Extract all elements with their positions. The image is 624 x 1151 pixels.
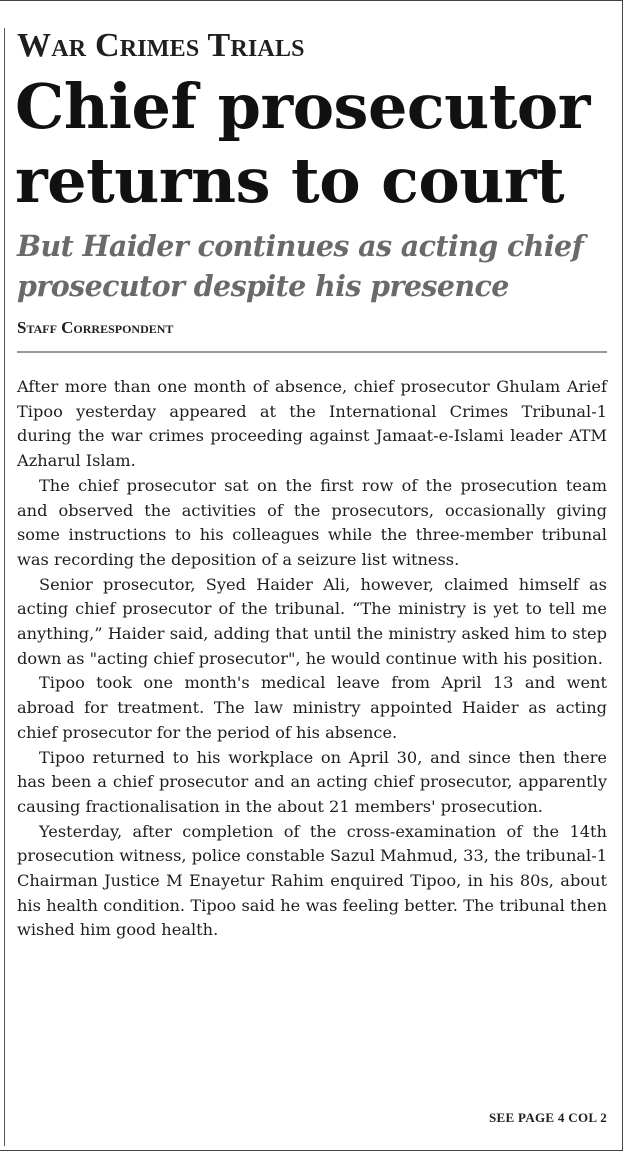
article-paragraph: Senior prosecutor, Syed Haider Ali, however, claimed himself as acting chief prosecutor of the tribunal. “The ministry is yet to tell me anything,” Haider said, adding that until the ministry asked him to step down as "acting chief prosecutor", he would continue with his position.	[17, 574, 607, 668]
subheadline: But Haider continues as acting chief prosecutor despite his presence	[17, 229, 584, 303]
byline-divider	[17, 351, 607, 353]
article-paragraph: After more than one month of absence, chief prosecutor Ghulam Arief Tipoo yesterday appeared at the International Crimes Tribunal-1 during the war crimes proceeding against Jamaat-e-Islami leader ATM Azharul Islam.	[17, 377, 607, 471]
article-body	[17, 375, 607, 943]
article-paragraph: Tipoo returned to his workplace on April 30, and since then there has been a chief prosecutor and an acting chief prosecutor, apparently causing fractionalisation in the about 21 members' prosecution.	[17, 747, 607, 816]
section-kicker: War Crimes Trials	[17, 27, 305, 64]
headline: Chief prosecutor returns to court	[15, 70, 590, 217]
article-paragraph: Yesterday, after completion of the cross-examination of the 14th prosecution witness, police constable Sazul Mahmud, 33, the tribunal-1 Chairman Justice M Enayetur Rahim enquired Tipoo, in his 80s, about his health condition. Tipoo said he was feeling better. The tribunal then wished him good health.	[17, 821, 607, 940]
continuation-jump-line: SEE PAGE 4 COL 2	[489, 1110, 607, 1125]
news-article	[17, 24, 607, 943]
byline: Staff Correspondent	[17, 318, 174, 337]
article-paragraph: Tipoo took one month's medical leave from April 13 and went abroad for treatment. The law ministry appointed Haider as acting chief prosecutor for the period of his absence.	[17, 673, 607, 742]
article-paragraph: The chief prosecutor sat on the first row of the prosecution team and observed the activities of the prosecutors, occasionally giving some instructions to his colleagues while the three-member tribunal was recording the deposition of a seizure list witness.	[17, 475, 607, 569]
left-column-rule	[4, 28, 5, 1146]
